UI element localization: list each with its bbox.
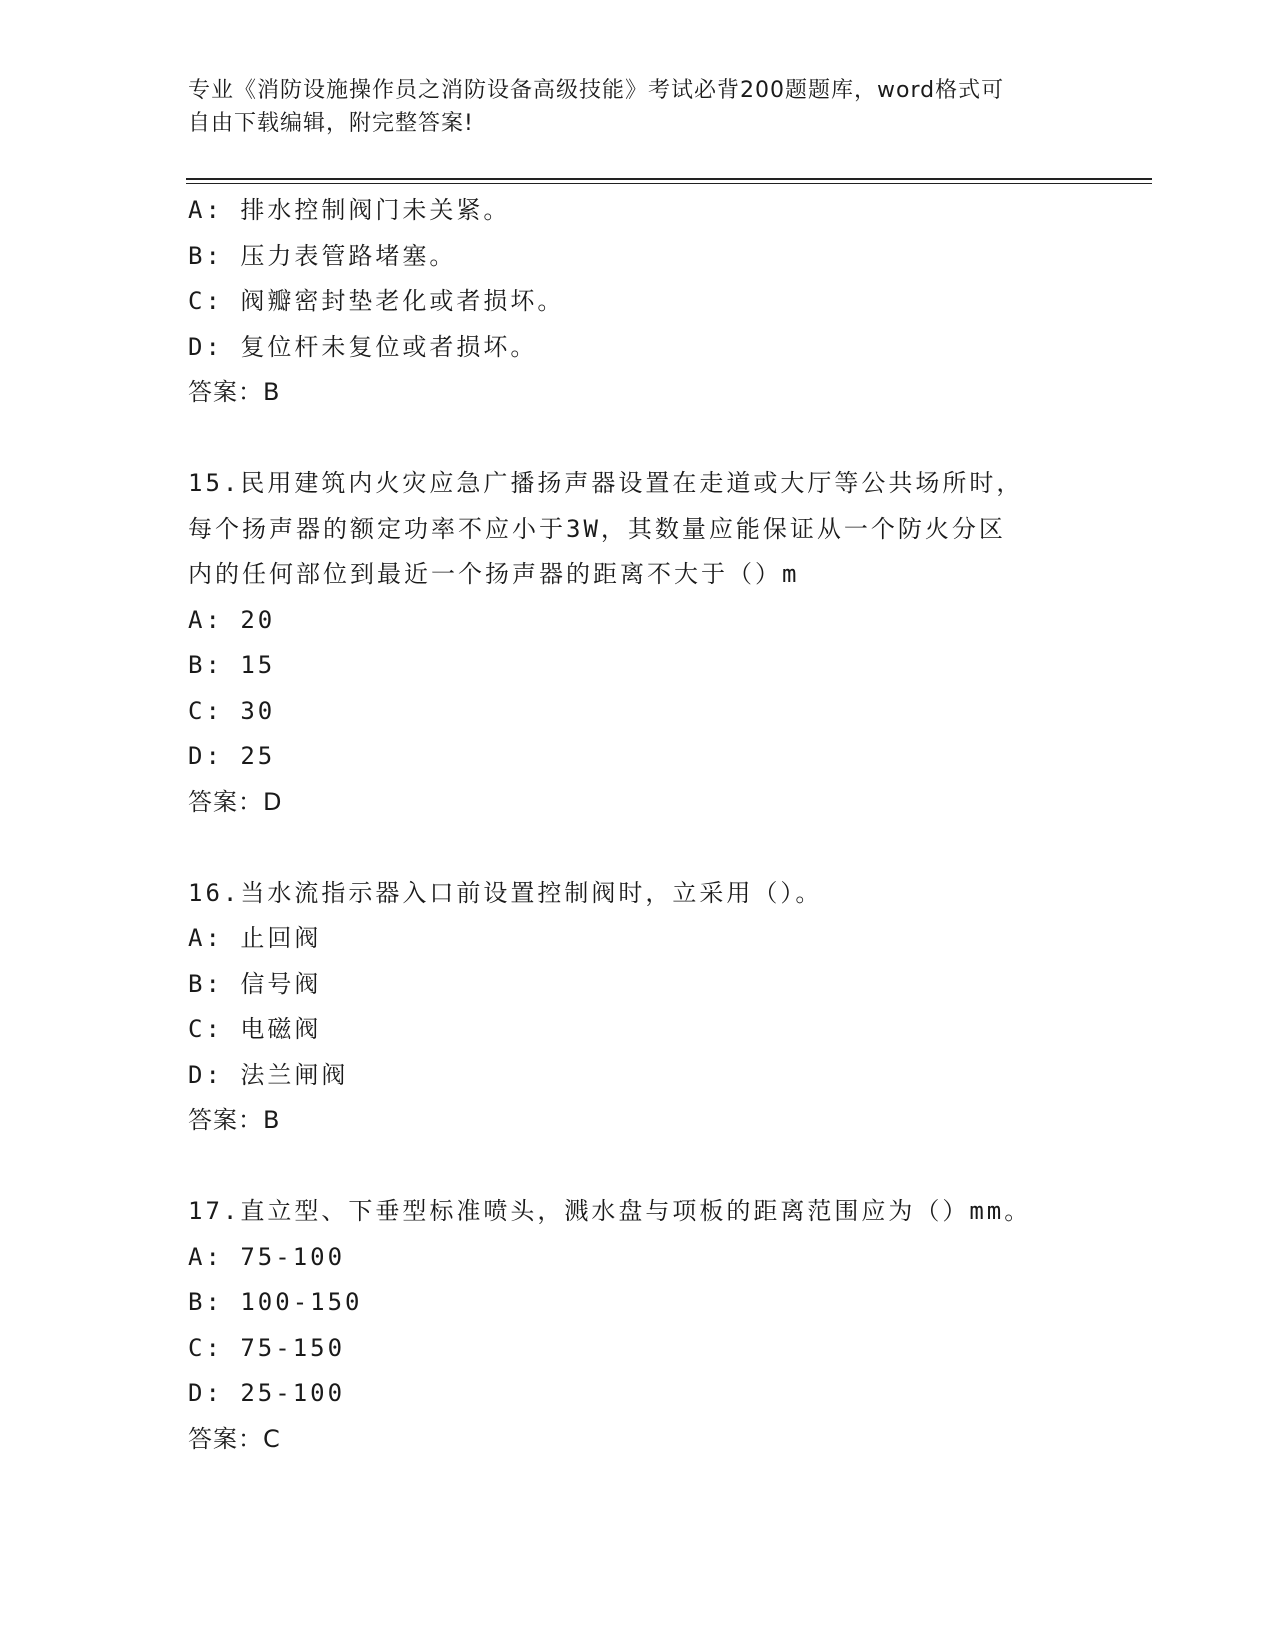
option-b: B: 压力表管路堵塞。 xyxy=(188,241,457,270)
option-d: D: 复位杆未复位或者损坏。 xyxy=(188,332,538,361)
option-b: B: 15 xyxy=(188,651,276,679)
question-17 xyxy=(188,1189,1088,1462)
question-text-line: 16.当水流指示器入口前设置控制阀时，立采用（）。 xyxy=(188,878,823,907)
option-c: C: 30 xyxy=(188,696,276,725)
header-line-1: 专业《消防设施操作员之消防设备高级技能》考试必背200题题库，word格式可 xyxy=(188,78,1005,103)
question-16 xyxy=(188,871,1088,1144)
option-a: A: 75-100 xyxy=(188,1242,346,1271)
header-line-2: 自由下载编辑，附完整答案! xyxy=(188,111,474,136)
option-c: C: 阀瓣密封垫老化或者损坏。 xyxy=(188,287,565,315)
answer: 答案：C xyxy=(188,1424,281,1453)
option-c: C: 电磁阀 xyxy=(188,1015,322,1043)
question-15 xyxy=(188,461,1088,825)
answer: 答案：B xyxy=(188,1106,281,1134)
question-text-line: 每个扬声器的额定功率不应小于3W，其数量应能保证从一个防火分区 xyxy=(188,514,1006,543)
option-d: D: 25-100 xyxy=(188,1379,346,1407)
option-a: A: 20 xyxy=(188,605,276,634)
spacer xyxy=(188,416,1088,462)
partial-question xyxy=(188,188,1088,416)
question-content xyxy=(188,188,1088,1462)
question-text-line: 内的任何部位到最近一个扬声器的距离不大于（）m xyxy=(188,560,800,588)
option-b: B: 信号阀 xyxy=(188,969,322,998)
option-c: C: 75-150 xyxy=(188,1333,346,1362)
answer: 答案：D xyxy=(188,787,283,816)
header-rule-thin xyxy=(186,183,1152,184)
option-a: A: 止回阀 xyxy=(188,924,322,952)
option-b: B: 100-150 xyxy=(188,1288,363,1316)
spacer xyxy=(188,825,1088,871)
option-d: D: 法兰闸阀 xyxy=(188,1060,349,1089)
question-text-line: 17.直立型、下垂型标准喷头，溅水盘与项板的距离范围应为（）mm。 xyxy=(188,1197,1032,1225)
spacer xyxy=(188,1144,1088,1190)
option-d: D: 25 xyxy=(188,742,276,770)
question-text-line: 15.民用建筑内火灾应急广播扬声器设置在走道或大厅等公共场所时， xyxy=(188,469,1024,497)
header-rule-thick xyxy=(186,178,1152,180)
document-header xyxy=(188,74,1088,140)
answer: 答案：B xyxy=(188,378,281,406)
option-a: A: 排水控制阀门未关紧。 xyxy=(188,196,511,224)
